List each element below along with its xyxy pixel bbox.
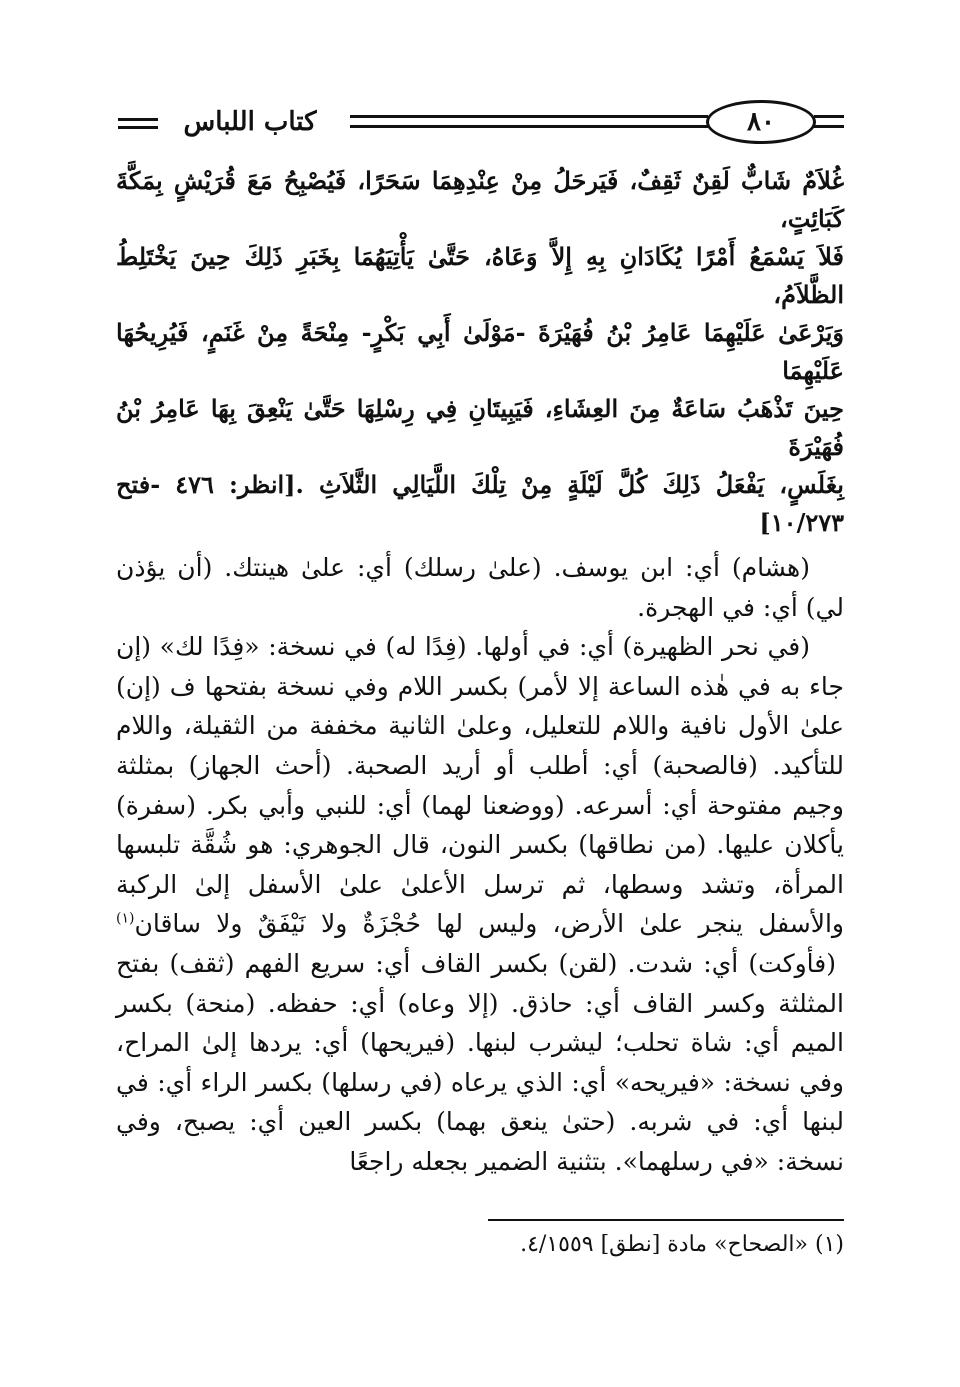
header-rule-right-bottom [814, 125, 844, 128]
header-rule-left-top [118, 118, 158, 121]
hadith-line: فَلاَ يَسْمَعُ أَمْرًا يُكَادَانِ بِهِ إِلاَّ وَعَاهُ، حَتَّىٰ يَأْتِيَهُمَا بِخَبَرِ ذَلِكَ حِينَ يَخْتَلِطُ الظَّلاَمُ، [116, 242, 844, 309]
hadith-text [116, 162, 844, 542]
header-rule-right-top [814, 115, 844, 118]
page-content [116, 162, 844, 1182]
footnote: (١) «الصحاح» مادة [نطق] ٤/١٥٥٩. [520, 1232, 844, 1257]
header-rule-long-top [350, 115, 708, 118]
footnote-reference: (١) [116, 911, 135, 928]
book-title: كتاب اللباس [183, 107, 317, 137]
page-number: ٨٠ [706, 100, 816, 144]
header-rule-left-bottom [118, 126, 158, 129]
commentary-paragraph: (هشام) أي: ابن يوسف. (علىٰ رسلك) أي: علىٰ هينتك. (أن يؤذن لي) أي: في الهجرة. [116, 553, 844, 622]
hadith-line: حِينَ تَذْهَبُ سَاعَةٌ مِنَ العِشَاءِ، فَيَبِيتَانِ فِي رِسْلِهَا حَتَّىٰ يَنْعِقَ بِهَا عَامِرُ بْنُ فُهَيْرَةَ [116, 394, 844, 461]
footnote-separator [488, 1219, 844, 1221]
commentary-paragraph-text: (في نحر الظهيرة) أي: في أولها. (فِدًا له) في نسخة: «فِدًا لك» (إن جاء به في هٰذه الساعة إلا لأمر) بكسر اللام وفي نسخة بفتحها ف (إن) علىٰ الأول نافية واللام للتعليل، وعلىٰ الثانية مخففة من الثقيلة، واللام للتأكيد. (فالصحبة) أي: أطلب أو أريد الصحبة. (أحث الجهاز) بمثلثة وجيم مفتوحة أي: أسرعه. (ووضعنا لهما) أي: للنبي وأبي بكر. (سفرة) يأكلان عليها. (من نطاقها) بكسر النون، قال الجوهري: هو شُقَّة تلبسها المرأة، وتشد وسطها، ثم ترسل الأعلىٰ علىٰ الأسفل إلىٰ الركبة والأسفل ينجر علىٰ الأرض، وليس لها حُجْزَةٌ ولا نَيْفَقٌ ولا ساقان [116, 632, 844, 939]
hadith-line: بِغَلَسٍ، يَفْعَلُ ذَلِكَ كُلَّ لَيْلَةٍ مِنْ تِلْكَ اللَّيَالِي الثَّلاَثِ .[انظر: ٤٧٦ -فتح ١٠/٢٧٣] [116, 470, 844, 537]
commentary-paragraph [116, 627, 844, 1181]
commentary [116, 548, 844, 1182]
header-rule-long-bottom [350, 125, 708, 128]
page-header [118, 100, 848, 150]
hadith-line: غُلاَمٌ شَابٌّ لَقِنٌ ثَقِفٌ، فَيَرحَلُ مِنْ عِنْدِهِمَا سَحَرًا، فَيُصْبِحُ مَعَ قُرَيْشٍ بِمَكَّةَ كَبَائِتٍ، [116, 166, 844, 233]
hadith-line: وَيَرْعَىٰ عَلَيْهِمَا عَامِرُ بْنُ فُهَيْرَةَ -مَوْلَىٰ أَبِي بَكْرٍ- مِنْحَةً مِنْ غَنَمٍ، فَيُرِيحُهَا عَلَيْهِمَا [116, 318, 844, 385]
commentary-continuation: (فأوكت) أي: شدت. (لقن) بكسر القاف أي: سريع الفهم (ثقف) بفتح المثلثة وكسر القاف أي: حاذق. (إلا وعاه) أي: حفظه. (منحة) بكسر الميم أي: شاة تحلب؛ ليشرب لبنها. (فيريحها) أي: يردها إلىٰ المراح، وفي نسخة: «فيريحه» أي: الذي يرعاه (في رسلها) بكسر الراء أي: في لبنها أي: في شربه. (حتىٰ ينعق بهما) بكسر العين أي: يصبح، وفي نسخة: «في رسلهما». بتثنية الضمير بجعله راجعًا [116, 948, 844, 1176]
